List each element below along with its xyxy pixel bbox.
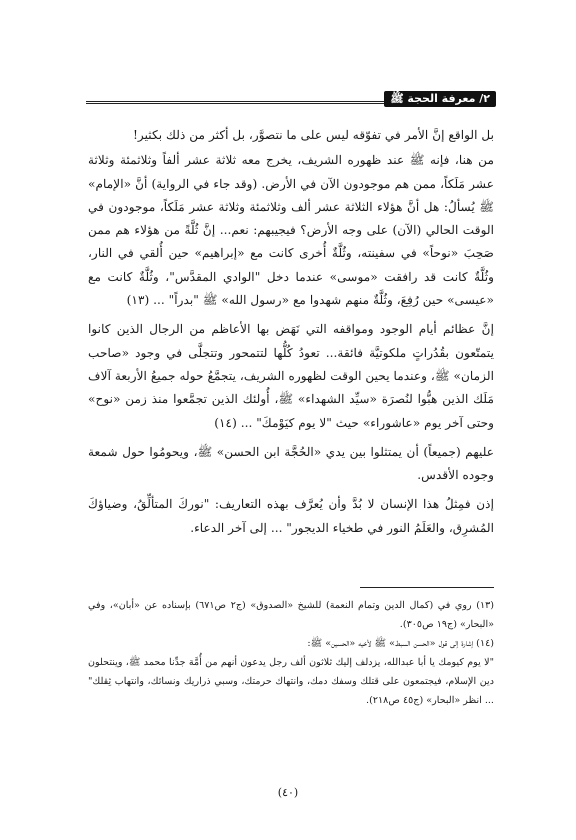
paragraph: بل الواقع إنَّ الأمر في تفوّقه ليس على ما نتصوَّر، بل أكثر من ذلك بكثير! xyxy=(133,128,494,142)
footnote: (١٣) روي في (كمال الدين وتمام النعمة) للشيخ «الصدوق» (ج٢ ص٦٧١) بإسناده عن «أبان»، وفي «البحار» (ج١٩ ص٣٠٥). xyxy=(88,600,495,630)
page-number: (٤٠) xyxy=(277,786,299,799)
footnote-separator xyxy=(360,587,494,588)
chapter-title: ٢/ معرفة الحجة ﷺ xyxy=(384,91,496,107)
paragraph: إذن فمِثلُ هذا الإنسان لا بُدَّ وأن يُعرَّف بهذه التعاريف: "نوركَ المتألِّقُ، وضياؤكَ المُشرِق، والعَلَمُ النور في طخياء الديجور" ... إلى آخر الدعاء. xyxy=(88,497,494,535)
main-text xyxy=(88,124,494,546)
paragraph: إنَّ عظائم أيام الوجود ومواقفه التي نَهَض بها الأعاظم من الرجال الذين كانوا يتمتّعون بقُدُراتٍ ملكوتيَّة فائقة... تعودُ كُلُّها لتتمحور وتتجلَّى في وجود «صاحب الزمان» ﷺ، وعندما يحين الوقت لظهوره الشريف، يتجمَّعُ حوله جميعُ الأربعة آلاف مَلَك الذين هبُّوا لنُصرَة «سيِّد الشهداء» ﷺ، أُولئك الذين تجمَّعوا منذ زمن «نوح» وحتى آخر يوم «عاشوراء» حيث "لا يوم كيَوْمكَ" ... (١٤) xyxy=(88,322,494,430)
running-header xyxy=(86,91,496,107)
footnotes xyxy=(88,596,494,710)
footnote-quote: "لا يوم كيومك يا أبا عبدالله، يزدلف إليك ثلاثون ألف رجل يدعون أنهم من أُمَّة جدِّنا محمد ﷺ، وينتحلون دين الإسلام، فيجتمعون على قتلك وسفك دمك، وانتهاك حرمتك، وسبي ذراريك ونسائك، وانتهاب ثِقلك" ... انظر «البحار» (ج٤٥ ص٢١٨). xyxy=(88,657,494,706)
paragraph: من هنا، فإنه ﷺ عند ظهوره الشريف، يخرج معه ثلاثة عشر ألفاً وثلاثمئة وثلاثة عشر مَلَكاً، ممن هم موجودون الآن في الأرض. (وقد جاء في الرواية) أنَّ «الإمام» ﷺ يُسألُ: هل أنَّ هؤلاء الثلاثة عشر ألف وثلاثمئة وثلاثة عشر مَلَكاً، موجودون في الوقت الحالي (الآن) على وجه الأرض؟ فيجيبهم: نعم... إنَّ ثُلَّةً من هؤلاء هم ممن صَحِبَ «نوحاً» في سفينته، وثُلَّةٌ أُخرى كانت مع «إبراهيم» حين أُلقي في النار، وثُلَّةٌ كانت قد رافقت «موسى» عندما دخل "الوادي المقدَّس"، وثُلَّةٌ كانت مع «عيسى» حين رُفِعَ، وثُلَّةٌ منهم شهدوا مع «رسول الله» ﷺ "بدراً" ... (١٣) xyxy=(88,153,494,308)
footnote: (١٤) إشارة إلى قول «الحسن السبط» ﷺ لأخيه «الحسين» ﷺ: xyxy=(307,638,494,649)
paragraph: عليهم (جميعاً) أن يمتثلوا بين يدي «الحُجَّة ابن الحسن» ﷺ، ويحومُوا حول شمعة وجوده الأقدس. xyxy=(88,444,494,483)
